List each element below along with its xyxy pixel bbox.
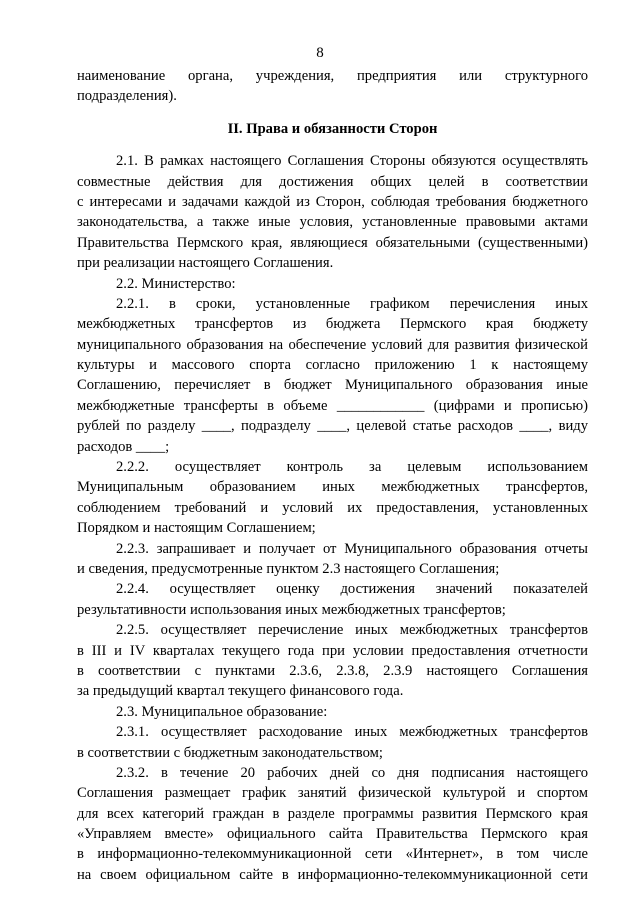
page-number: 8 (316, 45, 324, 61)
text-line: Правительства Пермского края, являющиеся обязательными (существенными) (77, 234, 588, 251)
text-line: с интересами и задачами каждой из Сторон, соблюдая требования бюджетного (77, 193, 588, 210)
text-line: Порядком и настоящим Соглашением; (77, 520, 316, 537)
text-line: расходов ____; (77, 438, 170, 455)
text-line: межбюджетных трансфертов из бюджета Пермского края бюджету (77, 316, 588, 333)
text-line: в соответствии с бюджетным законодательством; (77, 744, 383, 761)
text-line: в соответствии с пунктами 2.3.6, 2.3.8, 2.3.9 настоящего Соглашения (77, 662, 588, 679)
text-line: соблюдением требований и условий их предоставления, установленных (77, 499, 588, 516)
text-line: Муниципальным образованием иных межбюджетных трансфертов, (77, 479, 588, 496)
text-line: совместные действия для достижения общих целей в соответствии (77, 173, 588, 190)
text-line: 2.3.1. осуществляет расходование иных межбюджетных трансфертов (116, 724, 588, 741)
text-line: наименование органа, учреждения, предприятия или структурного (77, 68, 588, 84)
text-line: законодательства, а также иные условия, установленные правовыми актами (77, 214, 588, 231)
spacer (77, 107, 588, 119)
text-line: Соглашения размещает график занятий физической культурой и спортом (77, 785, 588, 802)
text-line: на своем официальном сайте в информационно-телекоммуникационной сети (77, 866, 588, 883)
text-line: 2.2.4. осуществляет оценку достижения значений показателей (116, 581, 588, 598)
text-line: 2.2.3. запрашивает и получает от Муниципального образования отчеты (116, 540, 588, 557)
text-line: 2.2.5. осуществляет перечисление иных межбюджетных трансфертов (116, 622, 588, 639)
text-line: «Управляем вместе» официального сайта Правительства Пермского края (77, 826, 588, 843)
text-line: 2.3. Муниципальное образование: (116, 703, 328, 720)
text-line: для всех категорий граждан в разделе программы развития Пермского края (77, 805, 588, 822)
text-line: культуры и массового спорта согласно приложению 1 к настоящему (77, 357, 588, 374)
text-line: в информационно-телекоммуникационной сети «Интернет», в том числе (77, 846, 588, 863)
text-line: 2.2. Министерство: (116, 275, 236, 292)
text-line: муниципального образования на обеспечение условий для развития физической (77, 336, 588, 353)
text-line: 2.1. В рамках настоящего Соглашения Стороны обязуются осуществлять (116, 153, 588, 170)
document-body (77, 66, 588, 885)
text-line: подразделения). (77, 88, 177, 105)
text-line: рублей по разделу ____, подразделу ____, целевой статье расходов ____, виду (77, 418, 588, 435)
text-line: 2.2.1. в сроки, установленные графиком перечисления иных (116, 295, 588, 312)
text-line: и сведения, предусмотренные пунктом 2.3 настоящего Соглашения; (77, 560, 500, 577)
text-line: в III и IV кварталах текущего года при условии предоставления отчетности (77, 642, 588, 659)
text-line: межбюджетные трансферты в объеме ____________ (цифрами и прописью) (77, 397, 588, 414)
text-line: при реализации настоящего Соглашения. (77, 255, 334, 272)
section-heading: II. Права и обязанности Сторон (227, 120, 438, 137)
text-line: результативности использования иных межбюджетных трансфертов; (77, 601, 506, 618)
text-line: за предыдущий квартал текущего финансового года. (77, 683, 404, 700)
text-line: 2.3.2. в течение 20 рабочих дней со дня подписания настоящего (116, 764, 588, 781)
spacer (77, 139, 588, 151)
text-line: Соглашению, перечисляет в бюджет Муниципального образования иные (77, 377, 588, 394)
text-line: 2.2.2. осуществляет контроль за целевым использованием (116, 459, 588, 476)
